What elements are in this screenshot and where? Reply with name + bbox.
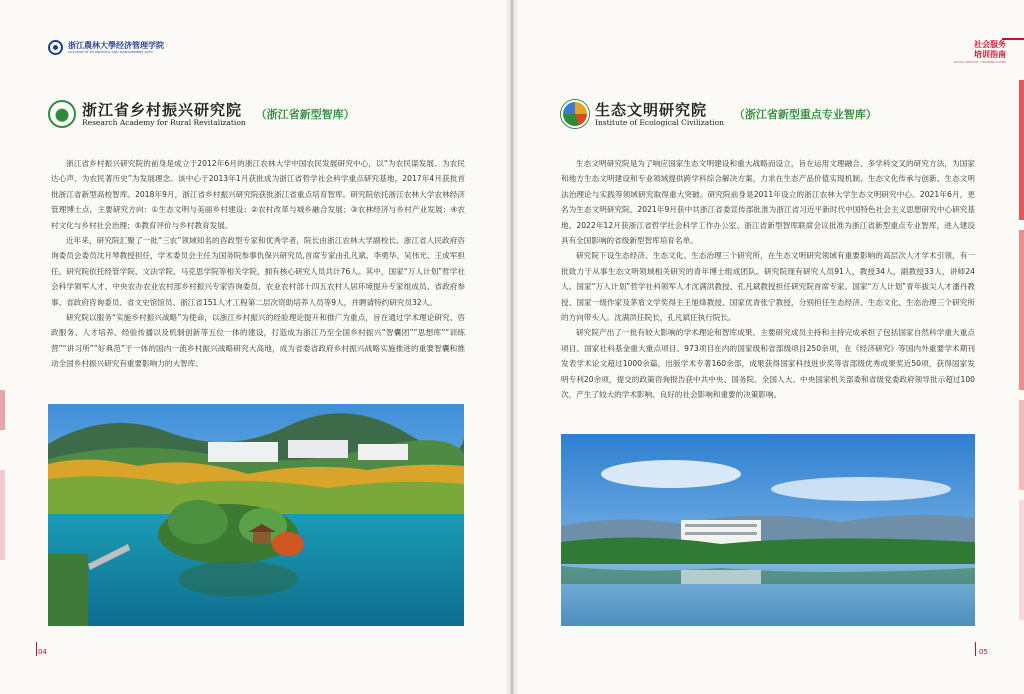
section-subtitle: 培训指南 (974, 50, 1006, 59)
page-number-mark (975, 642, 976, 656)
section-title: 社会服务 (974, 40, 1006, 49)
paragraph: 近年来，研究院汇聚了一批“三农”领域知名的咨政型专家和优秀学者，院长由浙江农林大学副校长、浙江省人民政府咨询委员会委员沈月琴教授担任，学术委员会主任为国务院参事仇保兴研究员,首席专家由孔凡斌、李勇华、吴伟光、王成军担任。研究院依托经管学院、文法学院、马克思学院等相关学院，拥有核心研究人员共计76人。其中，国家“万人计划”哲学社会科学领军人才、中央农办农业农村部乡村振兴专家咨询委员、农业农村部十四五农村人居环境提升专家组成员、省政府参事、省政府咨询委员、省文史馆馆员、浙江省151人才工程第二层次资助培养人员等9人，并聘请特约研究员32人。 (51, 236, 465, 307)
institute-heading (561, 100, 877, 128)
institute-heading (48, 100, 355, 128)
college-name-en: COLLEGE OF ECONOMICS AND MANAGEMENT ZAFU (68, 50, 154, 54)
paragraph: 浙江省乡村振兴研究院的前身是成立于2012年6月的浙江农林大学中国农民发展研究中心，以“为农民谋发展、为农民达心声、为农民著历史”为发展理念。该中心于2013年1月获批成为浙江省哲学社会科学重点研究基地，2017年4月获批首批浙江省新型高校智库。2018年9月，浙江省乡村振兴研究院获批浙江省重点培育智库。研究院依托浙江农林大学农林经济管理博士点，主要研究方向：①生态文明与美丽乡村建设；②农村改革与城乡融合发展；③农林经济与乡村产业发展；④农村文化与乡村社会治理；⑤教育评价与乡村教育发展。 (51, 159, 465, 230)
paragraph: 研究院以服务“实施乡村振兴战略”为使命，以浙江乡村振兴的经验理论提升和推广为重点，旨在通过学术理论研究、咨政服务、人才培养、经验传播以及机制创新等五位一体的建设，打造成为浙江乃至全国乡村振兴“智囊团”“思想库”“训练营”“讲习所”“好典范”于一体的国内一流乡村振兴战略研究大高地，成为省委省政府乡村振兴战略实施推进的重要智囊和推动全国乡村振兴研究有重要影响力的大智库。 (51, 313, 465, 369)
university-seal-icon (48, 40, 63, 55)
section-tag (954, 40, 1006, 64)
right-page (513, 0, 1024, 694)
college-name: 浙江農林大學经济管理学院 (68, 41, 164, 50)
right-body-text (561, 156, 975, 403)
institute-type: （浙江省新型重点专业智库） (733, 108, 877, 121)
decorative-bar (1019, 500, 1024, 620)
left-body-text (51, 156, 465, 372)
decorative-bar (0, 390, 5, 430)
decorative-bar (0, 470, 5, 560)
decorative-bar (1019, 80, 1024, 220)
ecological-civilization-logo-icon (561, 100, 589, 128)
paragraph: 生态文明研究院是为了响应国家生态文明建设和重大战略而设立，旨在运用文理融合、多学科交叉的研究方法，为国家和地方生态文明建设和专业领域提供跨学科综合解决方案，力求在生态产品价值实现机制、生态文化传承与创新、生态文明法治理论与实践等领域研究取得重大突破。研究院前身是2011年设立的浙江农林大学生态文明研究中心。2021年6月，更名为生态文明研究院。2021年9月获中共浙江省委宣传部批准为浙江省习近平新时代中国特色社会主义思想研究中心研究基地。2022年12月获浙江省哲学社会科学工作办公室、浙江省新型智库联席会议批准为浙江省新型重点专业智库，进入建设具有全国影响的省级新型智库培育名单。 (561, 159, 975, 246)
campus-lake-photo (48, 404, 464, 626)
book-gutter (505, 0, 519, 694)
institute-type: （浙江省新型智库） (255, 108, 355, 121)
institute-name: 浙江省乡村振兴研究院 (82, 100, 243, 119)
page-number-mark (36, 642, 37, 656)
college-header (48, 40, 164, 55)
institute-name-en: Research Academy for Rural Revitalization (82, 117, 246, 127)
institute-name-en: Institute of Ecological Civilization (595, 117, 724, 127)
left-page (0, 0, 511, 694)
ecological-building-photo (561, 434, 975, 626)
paragraph: 研究院产出了一批有较大影响的学术理论和智库成果。主要研究成员主持和主持完成承担了包括国家自然科学重大重点项目、国家社科基金重大重点项目、973项目在内的国家级和省部级项目250余项，在《经济研究》等国内外重要学术期刊发表学术论文超过1000余篇，出版学术专著160余部，成果获得国家科技进步奖等省部级优秀成果奖近50项，获得国家发明专利20余项，提交的政策咨询报告获中共中央、国务院、全国人大、中央国家机关部委和省级党委政府领导批示超过100次，产生了较大的学术影响、良好的社会影响和重要的决策影响。 (561, 328, 975, 400)
paragraph: 研究院下设生态经济、生态文化、生态治理三个研究所，在生态文明研究领域有重要影响的高层次人才学术引领，有一批致力于从事生态文明领域相关研究的青年博士组成团队。研究院现有研究人员91人，教授34人，副教授33人，讲师24人。国家“万人计划”哲学社科领军人才沈满洪教授、孔凡斌教授担任研究院首席专家。国家“万人计划”青年拔尖人才潘丹教授、国家一级作家及茅盾文学奖得主王旭烽教授、国家优青张宁教授，分别担任生态经济、生态文化、生态治理三个研究所的方向带头人。沈满洪任院长，孔凡斌任执行院长。 (561, 251, 975, 323)
section-en: SOCIAL SERVICE · TRAINING GUIDE (953, 60, 1006, 64)
decorative-bar (1019, 400, 1024, 490)
page-number: 05 (979, 648, 988, 656)
page-number: 04 (38, 648, 47, 656)
rural-revitalization-logo-icon (48, 100, 76, 128)
institute-name: 生态文明研究院 (595, 100, 708, 119)
decorative-bar (1019, 230, 1024, 390)
